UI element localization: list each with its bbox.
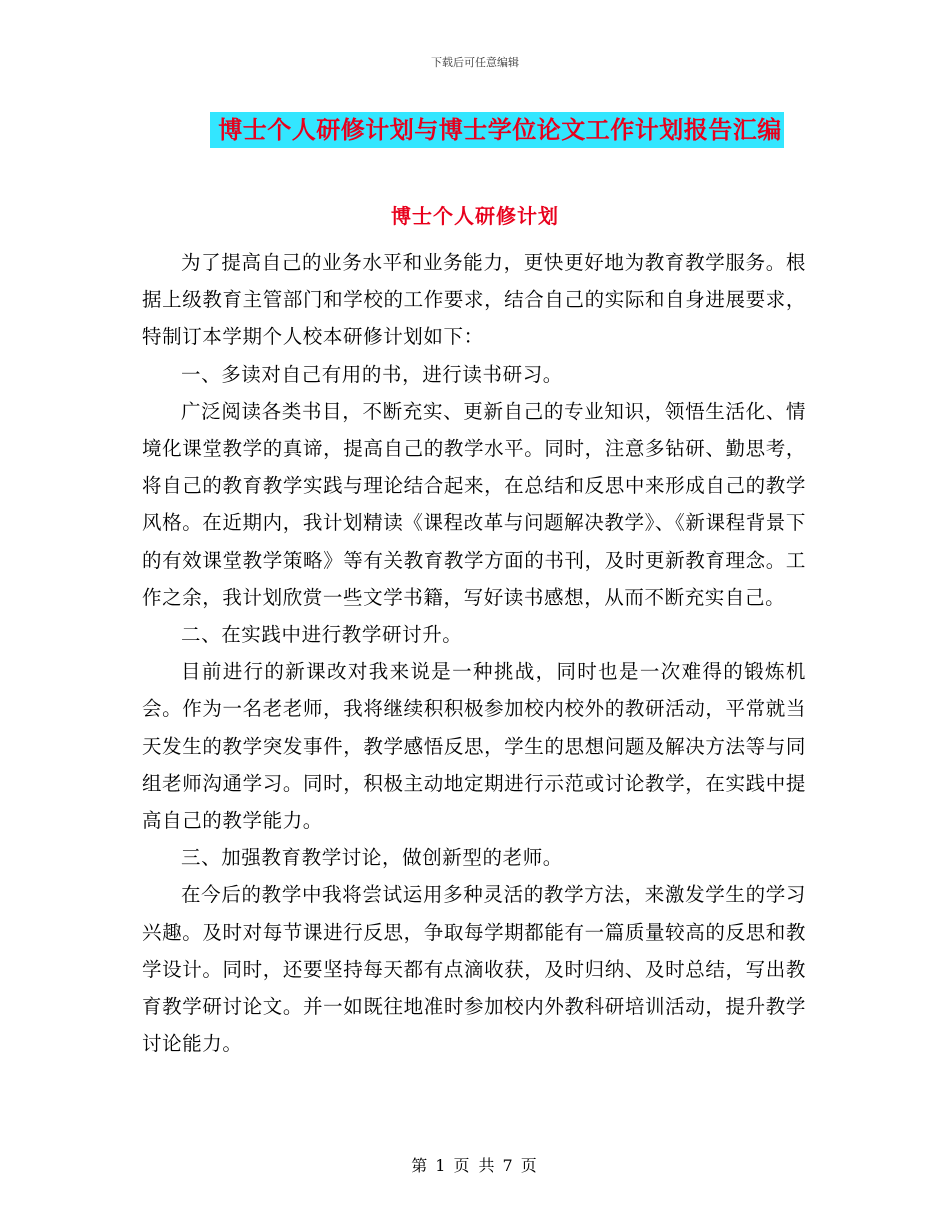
page-footer — [0, 1153, 950, 1176]
paragraph-two: 目前进行的新课改对我来说是一种挑战，同时也是一次难得的锻炼机会。作为一名老老师，我将继续积积极参加校内校外的教研活动，平常就当天发生的教学突发事件，教学感悟反思，学生的思想问题及解决方法等与同组老师沟通学习。同时，积极主动地定期进行示范或讨论教学，在实践中提高自己的教学能力。 — [142, 660, 806, 833]
footer-total-pages: 7 — [502, 1156, 515, 1175]
section-title: 博士个人研修计划 — [391, 204, 559, 228]
heading-two: 二、在实践中进行教学研讨升。 — [181, 623, 463, 647]
paragraph-intro: 为了提高自己的业务水平和业务能力，更快更好地为教育教学服务。根据上级教育主管部门和学校的工作要求，结合自己的实际和自身进展要求，特制订本学期个人校本研修计划如下： — [142, 251, 806, 349]
footer-suffix: 页 — [520, 1156, 539, 1175]
main-title: 博士个人研修计划与博士学位论文工作计划报告汇编 — [210, 112, 784, 148]
footer-prefix: 第 — [411, 1156, 430, 1175]
paragraph-three: 在今后的教学中我将尝试运用多种灵活的教学方法，来激发学生的学习兴趣。及时对每节课进行反思，争取每学期都能有一篇质量较高的反思和教学设计。同时，还要坚持每天都有点滴收获，及时归纳、及时总结，写出教育教学研讨论文。并一如既往地准时参加校内外教科研培训活动，提升教学讨论能力。 — [142, 883, 806, 1056]
footer-page-number: 1 — [435, 1156, 448, 1175]
main-title-container — [0, 112, 950, 148]
heading-one: 一、多读对自己有用的书，进行读书研习。 — [181, 362, 563, 386]
paragraph-one: 广泛阅读各类书目，不断充实、更新自己的专业知识，领悟生活化、情境化课堂教学的真谛，提高自己的教学水平。同时，注意多钻研、勤思考，将自己的教育教学实践与理论结合起来，在总结和反思中来形成自己的教学风格。在近期内，我计划精读《课程改革与问题解决教学》、《新课程背景下的有效课堂教学策略》等有关教育教学方面的书刊，及时更新教育理念。工作之余，我计划欣赏一些文学书籍，写好读书感想，从而不断充实自己。 — [142, 399, 806, 609]
footer-middle: 页 共 — [453, 1156, 497, 1175]
body-text — [142, 244, 806, 1062]
heading-three: 三、加强教育教学讨论，做创新型的老师。 — [181, 846, 563, 870]
header-note: 下载后可任意编辑 — [431, 56, 519, 69]
